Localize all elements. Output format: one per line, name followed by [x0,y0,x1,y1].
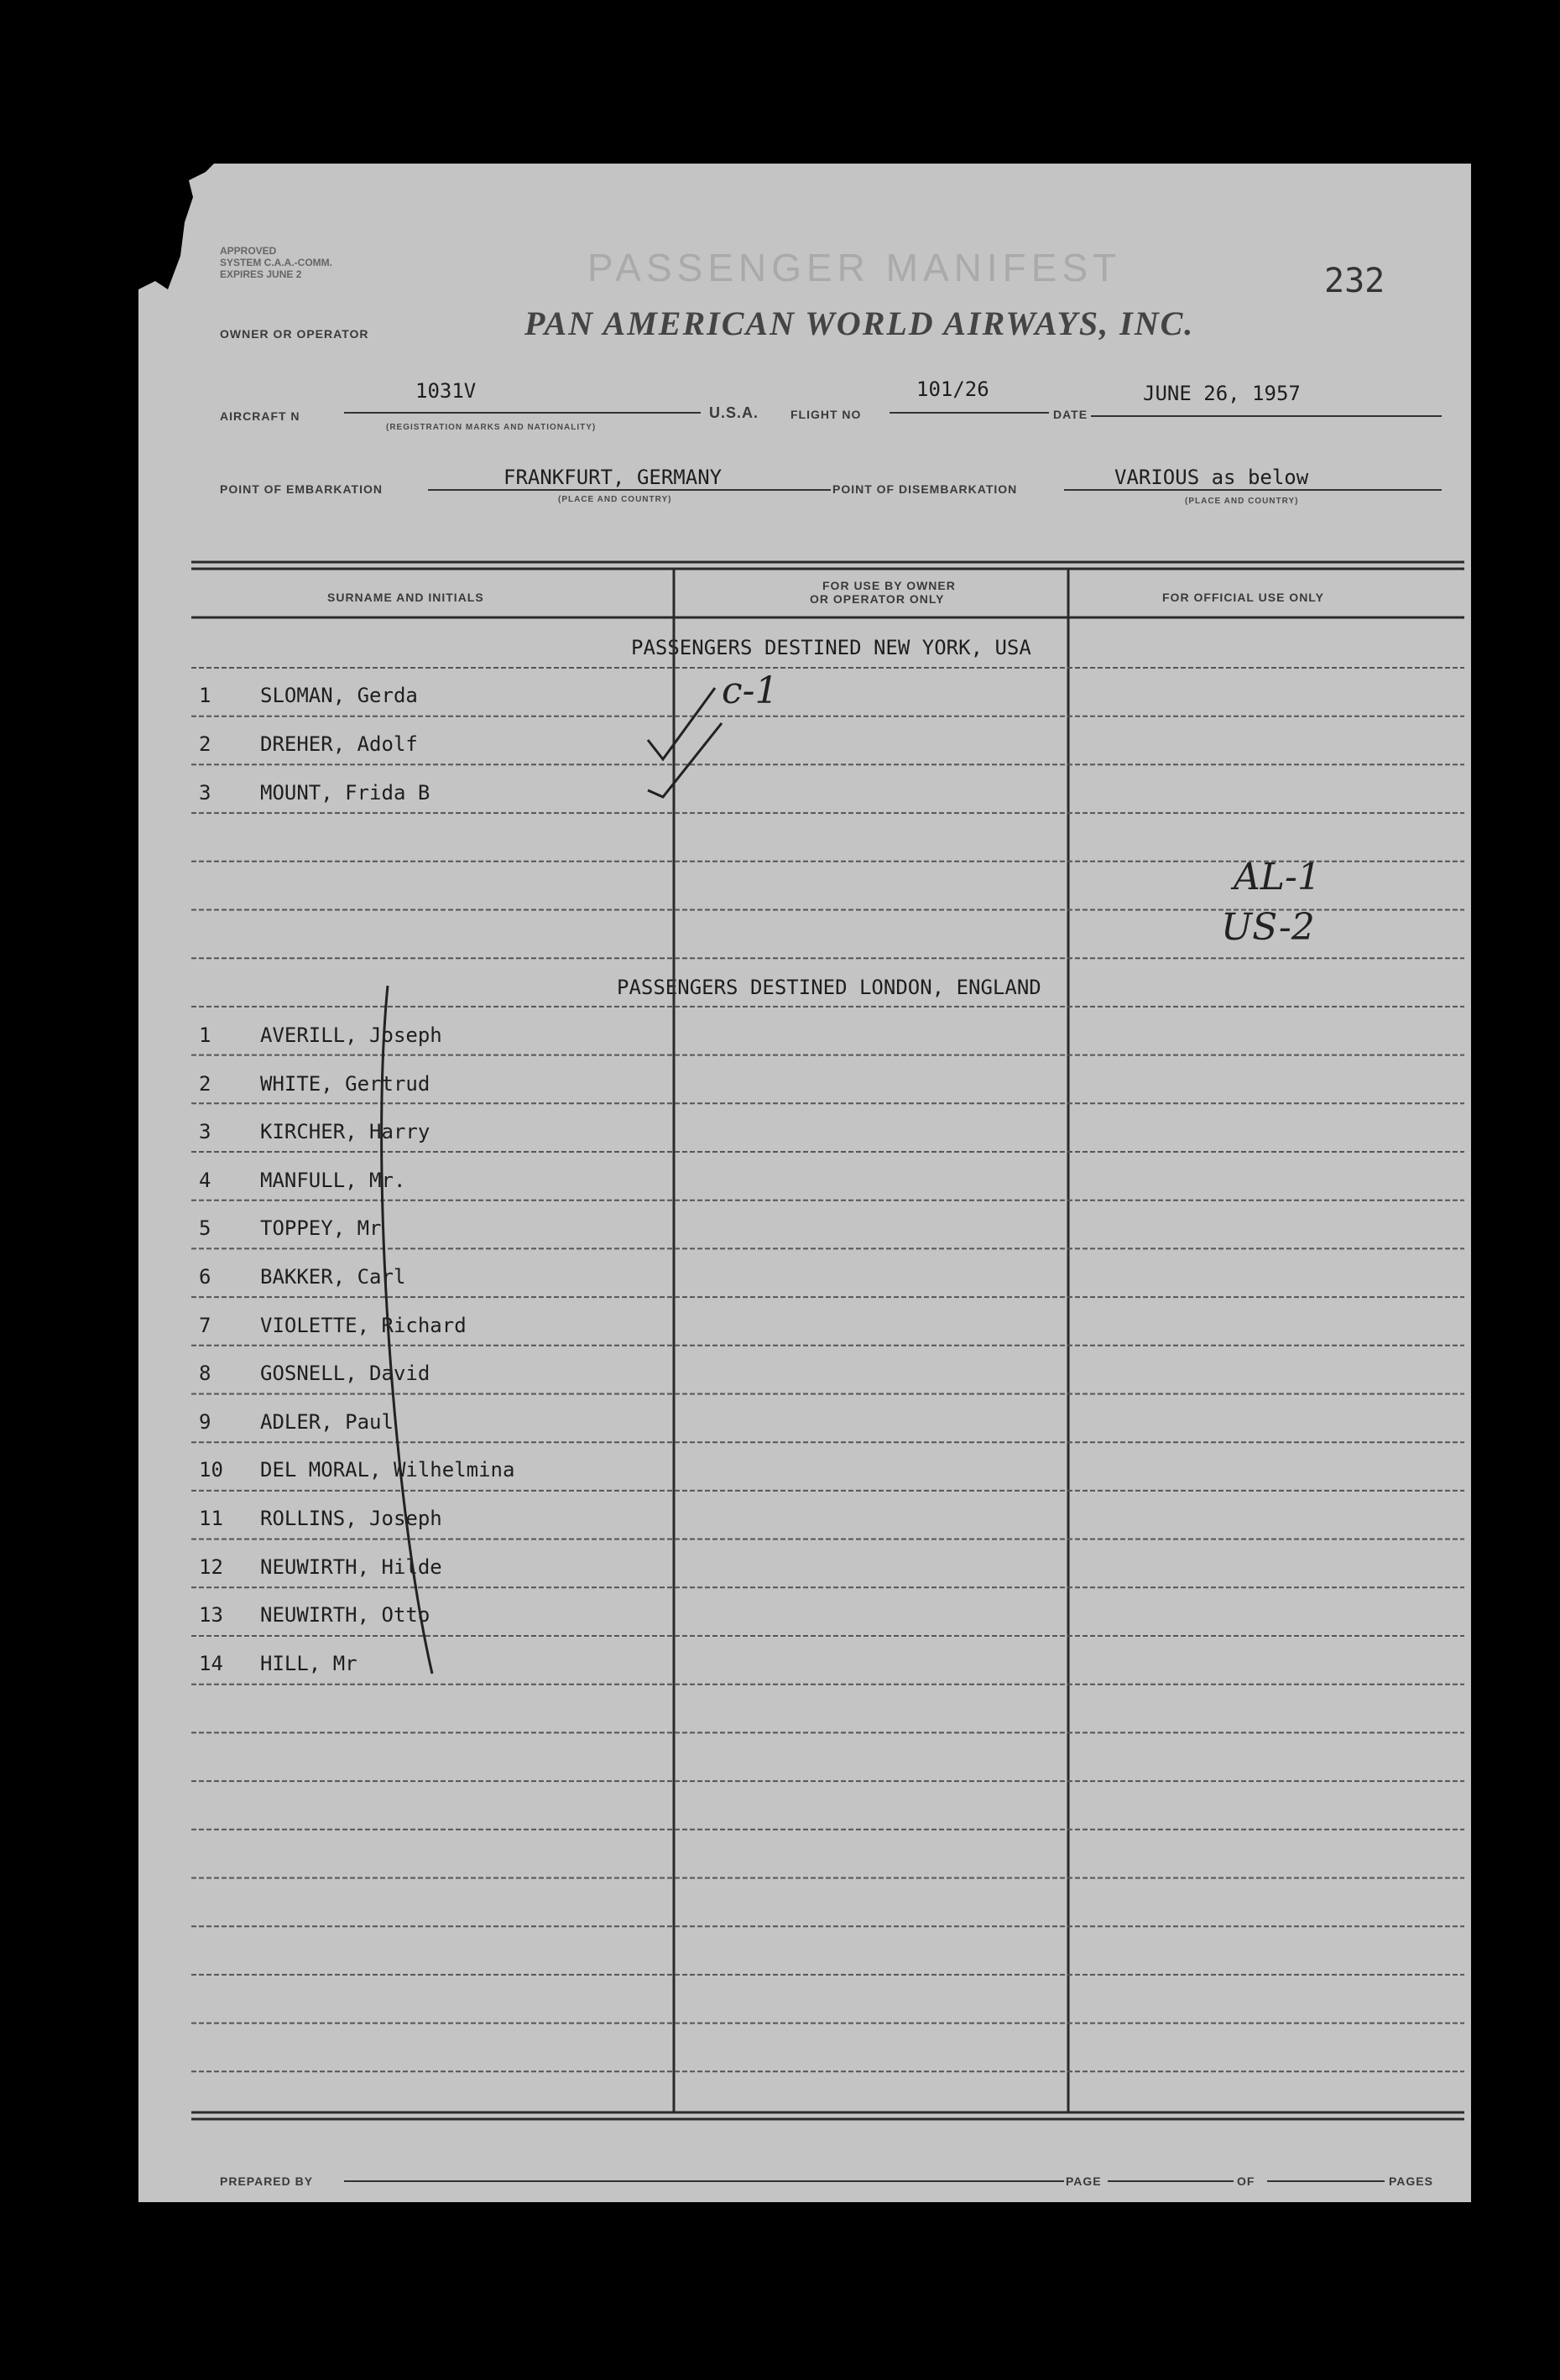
passenger-name: DREHER, Adolf [260,732,418,756]
handwritten-us2: US-2 [1221,906,1315,949]
passenger-number: 12 [199,1555,223,1579]
owner-value: PAN AMERICAN WORLD AIRWAYS, INC. [524,305,1195,342]
passenger-number: 3 [199,781,211,805]
passenger-name: KIRCHER, Harry [260,1120,430,1144]
passenger-number: 10 [199,1458,223,1482]
flight-label: FLIGHT NO [790,408,862,421]
group-heading-london: PASSENGERS DESTINED LONDON, ENGLAND [617,976,1041,999]
col-owner-header-1: FOR USE BY OWNER [822,579,956,592]
passenger-number: 1 [199,684,211,707]
aircraft-label: AIRCRAFT N [220,409,300,423]
passenger-name: TOPPEY, Mr [260,1216,382,1241]
handwritten-c1: c-1 [722,669,779,712]
form-title: PASSENGER MANIFEST [587,246,1122,289]
passenger-name: WHITE, Gertrud [260,1071,430,1096]
page-label: PAGE [1066,2174,1102,2188]
disembark-label: POINT OF DISEMBARKATION [832,482,1018,496]
passenger-number: 4 [199,1168,211,1192]
passenger-name: AVERILL, Joseph [260,1023,442,1047]
registration-caption: (REGISTRATION MARKS AND NATIONALITY) [386,423,597,432]
passenger-name: DEL MORAL, Wilhelmina [260,1458,515,1482]
passenger-number: 8 [199,1362,211,1386]
aircraft-value: 1031V [415,379,477,403]
col-owner-header-2: OR OPERATOR ONLY [810,592,945,606]
pages-label: PAGES [1389,2174,1433,2188]
stamp-line1: APPROVED [220,245,277,257]
passenger-number: 1 [199,1023,211,1047]
stamp-line2: SYSTEM C.A.A.-COMM. [220,257,332,268]
disembark-caption: (PLACE AND COUNTRY) [1185,497,1299,506]
passenger-number: 5 [199,1216,211,1241]
passenger-number: 13 [199,1603,223,1627]
passenger-name: GOSNELL, David [260,1362,430,1386]
passenger-name: VIOLETTE, Richard [260,1313,467,1337]
col-official-header: FOR OFFICIAL USE ONLY [1162,591,1324,604]
handwritten-al1: AL-1 [1234,856,1321,898]
passenger-number: 7 [199,1313,211,1337]
flight-value: 101/26 [916,378,989,401]
embark-value: FRANKFURT, GERMANY [503,466,723,489]
page-number: 232 [1324,262,1385,300]
of-label: OF [1237,2174,1255,2188]
passenger-number: 11 [199,1507,223,1530]
passenger-name: MOUNT, Frida B [260,781,430,805]
passenger-number: 2 [199,1071,211,1096]
stamp-line3: EXPIRES JUNE 2 [220,268,302,280]
passenger-name: MANFULL, Mr. [260,1168,406,1192]
passenger-number: 3 [199,1120,211,1144]
owner-label: OWNER OR OPERATOR [220,327,369,341]
passenger-name: BAKKER, Carl [260,1265,406,1289]
passenger-number: 14 [199,1651,223,1675]
date-value: JUNE 26, 1957 [1143,382,1301,405]
embark-caption: (PLACE AND COUNTRY) [558,495,672,504]
passenger-name: NEUWIRTH, Otto [260,1603,430,1627]
usa-label: U.S.A. [709,404,759,421]
group-heading-new-york: PASSENGERS DESTINED NEW YORK, USA [631,636,1031,659]
passenger-name: ADLER, Paul [260,1409,394,1434]
passenger-name: ROLLINS, Joseph [260,1507,442,1530]
col-surname-header: SURNAME AND INITIALS [327,591,484,604]
passenger-number: 6 [199,1265,211,1289]
embark-label: POINT OF EMBARKATION [220,482,383,496]
disembark-value: VARIOUS as below [1114,466,1309,489]
passenger-name: NEUWIRTH, Hilde [260,1555,442,1579]
passenger-number: 2 [199,732,211,756]
date-label: DATE [1053,408,1088,421]
passenger-name: SLOMAN, Gerda [260,684,418,707]
prepared-by-label: PREPARED BY [220,2174,314,2188]
passenger-name: HILL, Mr [260,1651,357,1675]
passenger-number: 9 [199,1409,211,1434]
